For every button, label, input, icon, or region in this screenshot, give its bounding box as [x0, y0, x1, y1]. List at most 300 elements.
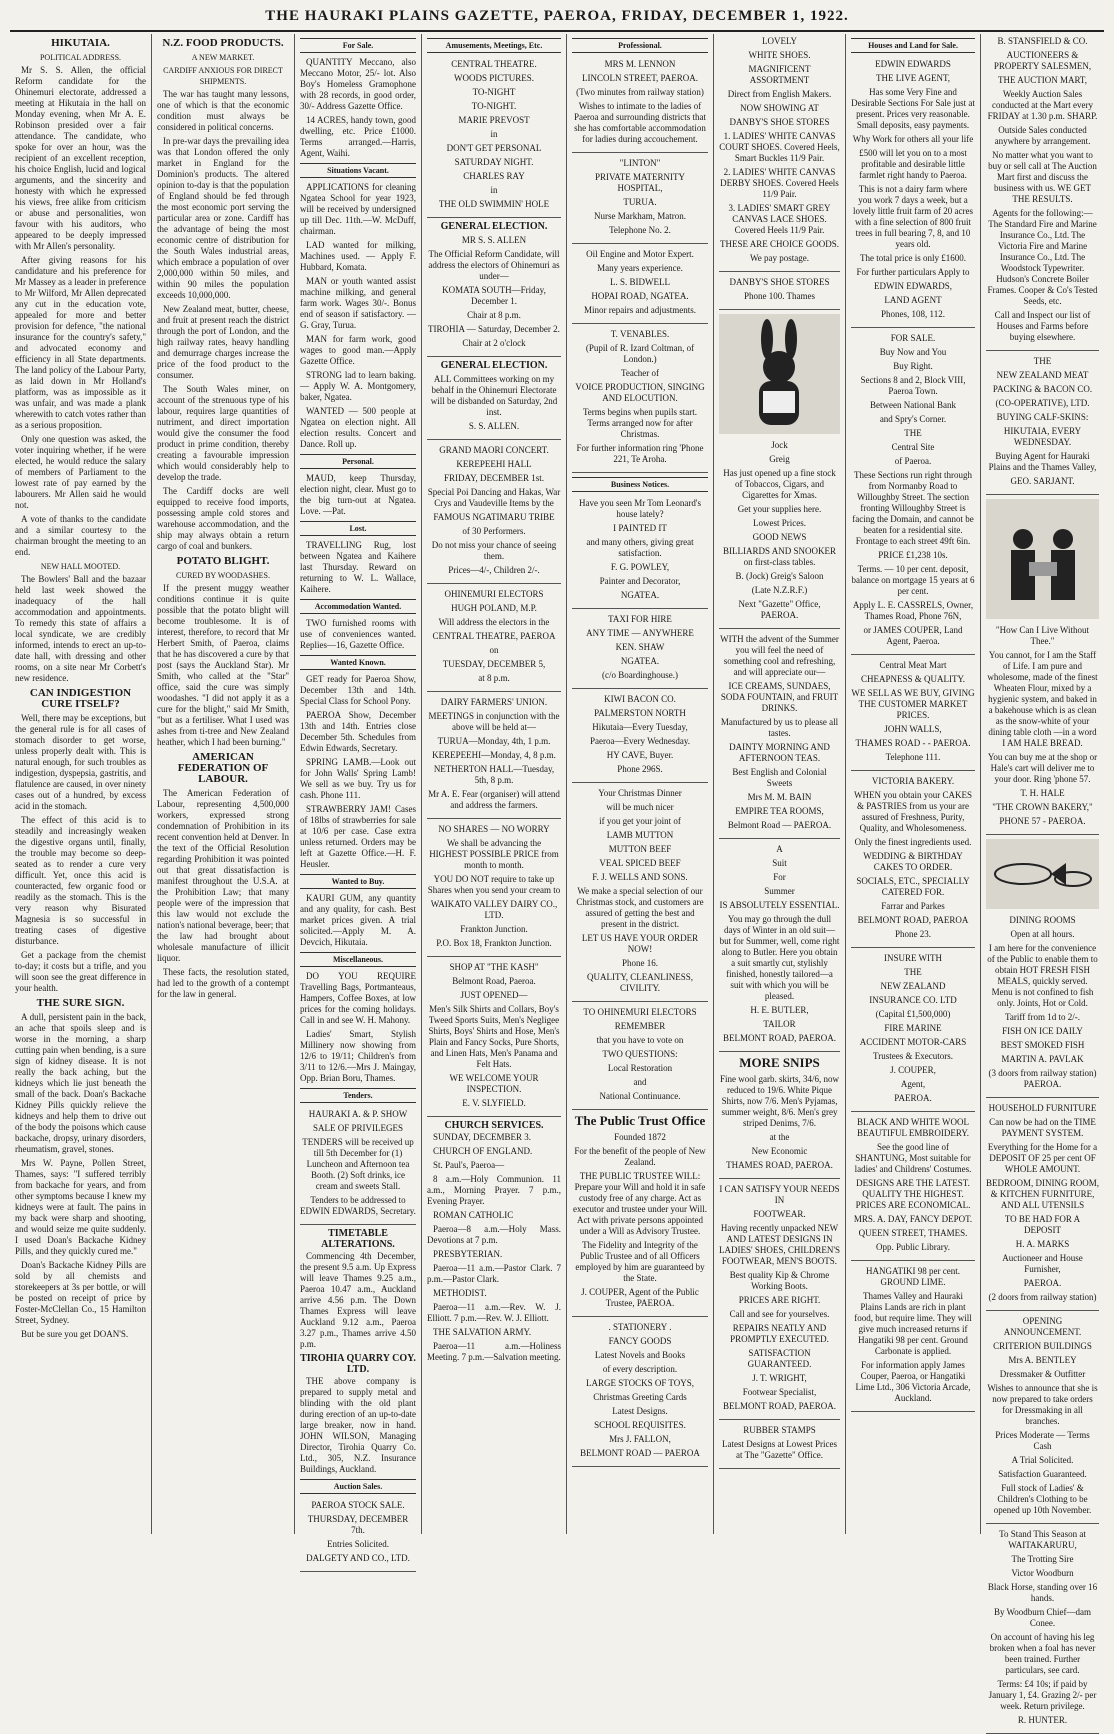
ad-christmas-dinner-line: F. J. WELLS AND SONS. — [592, 872, 688, 882]
ad-household-furniture-line: Can now be had on the TIME PAYMENT SYSTEM. — [989, 1117, 1096, 1138]
ad-christmas-dinner-line: We make a special selection of our Christmas stock, and customers are assured of getting the best and present in the district. — [576, 886, 704, 929]
subhead-new-market: A NEW MARKET. — [191, 53, 255, 62]
ad-central-theatre-line: CHARLES RAY — [463, 171, 525, 181]
ad-nz-insurance-line: INSURE WITH — [883, 953, 943, 963]
ad-jock-greig-line: B. (Jock) Greig's Saloon — [735, 571, 824, 581]
ad-hale-bread-line: You cannot, for I am the Staff of Life. I am pure and wholesome, made of the finest Wheaten Flour, mixed by a hygienic system, and baked in a bakehouse which is as clean as the snow-white of your dining table cloth —in a word I AM HALE BREAD. — [987, 650, 1098, 748]
ad-nz-insurance-line: Agent, — [900, 1079, 926, 1089]
ad-victoria-bakery-line: SOCIALS, ETC., SPECIALLY CATERED FOR. — [856, 876, 970, 897]
ad-victoria-bakery-line: Phone 23. — [895, 929, 931, 939]
ad-footwear-line: BELMONT ROAD, PAEROA. — [722, 1401, 836, 1411]
ad-lennon-line: (Two minutes from railway station) — [576, 87, 704, 97]
ad-bentley-line: Full stock of Ladies' & Children's Clothing to be opened up 10th November. — [993, 1483, 1092, 1515]
ad-taxi-line: NGATEA. — [620, 656, 660, 666]
ad-white-shoes-line: 2. LADIES' WHITE CANVAS DERBY SHOES. Covered Heels 11/9 Pair. — [720, 167, 839, 199]
ads-situations-vacant-line: MAN or youth wanted assist machine milking, and general farm work. Wages 30/-. Bonus end of season if satisfactory. —G. Gray, Turua. — [300, 276, 416, 330]
rabbit-icon — [745, 319, 815, 429]
article-indigestion-line: The effect of this acid is to steadily and increasingly weaken the digestive organs until, finally, the trouble may become so deep-seated as to render a cure very difficult. Yet, once this acid is counteracted, few organic food or readily as the stomach. This is the very reason why Bisurated Magnesia is so successful in treating cases of digestive disturbance. — [15, 815, 146, 946]
ad-bentley-line: Satisfaction Guaranteed. — [998, 1469, 1087, 1479]
ad-venables — [572, 327, 708, 473]
ad-jock-greig-line: Lowest Prices. — [753, 518, 806, 528]
public-trust-title: The Public Trust Office — [574, 1113, 706, 1128]
ad-vote-line: that you have to vote on — [596, 1035, 684, 1045]
column-2 — [152, 34, 295, 1534]
ad-powley — [572, 496, 708, 609]
ads-situations-vacant-line: STRONG lad to learn baking.— Apply W. A. Montgomery, baker, Ngatea. — [300, 370, 416, 402]
ad-stansfield-line: Outside Sales conducted anywhere by arrangement. — [994, 125, 1091, 146]
ad-linton-line: "LINTON" — [619, 158, 661, 168]
ad-lennon-line: Wishes to intimate to the ladies of Paeroa and surrounding districts that she has comfortable accommodation for ladies during accouchement. — [574, 101, 706, 144]
bakers-illustration — [986, 499, 1099, 619]
ad-white-shoes-line: Direct from English Makers. — [727, 89, 832, 99]
ad-the-kash-line: Men's Silk Shirts and Collars, Boy's Tweed Sports Suits, Men's Negligee Shirts, Boys' Shirts and Hose, Men's Plain and Fancy Socks, Pure Shorts, and Linen Hats, Men's Panama and Felt Hats. — [428, 1004, 560, 1069]
ad-hale-bread — [986, 623, 1099, 835]
ad-vote-line: REMEMBER — [614, 1021, 666, 1031]
ad-venables-line: For further information ring 'Phone 221, Te Aroha. — [576, 443, 704, 464]
ad-linton-line: PRIVATE MATERNITY HOSPITAL, — [594, 172, 686, 193]
ad-edwin-edwards-line: £500 will let you on to a most profitable and desirable little farmlet right handy to Paeroa. — [859, 148, 967, 180]
ad-stansfield-line: B. STANSFIELD & CO. — [997, 36, 1088, 46]
church-services-line: THE SALVATION ARMY. — [433, 1327, 532, 1337]
ad-maori-concert-line: Prices—4/-, Children 2/-. — [448, 565, 540, 575]
column-6 — [714, 34, 846, 1534]
ad-central-theatre-line: SATURDAY NIGHT. — [454, 157, 534, 167]
ad-rubber-stamps-line: RUBBER STAMPS — [743, 1425, 816, 1435]
article-potato-blight-line: If the present muggy weather conditions continue it is quite possible that the potato blight will become troublesome. It is of interest, therefore, to record that Mr Herbert Smith, of Paeroa, claims that he has discovered a cure by that post (says the Auckland Star). Mr Smith, who called at the "Star" office, said the cure was simply woodashes. "I did not apply it as a cure for the blight," said Mr Smith, "but as a fertiliser. What I used was ashes from ti-tree and New Zealand heather, which I had been burning." — [157, 583, 289, 747]
ad-for-sale-central-site-line: Terms. — 10 per cent. deposit, balance on mortgage 15 years at 6 per cent. — [851, 564, 975, 596]
article-new-hall-line: The Bowlers' Ball and the bazaar held last week showed the inadequacy of the hall accommodation and appointments. To remedy this state of affairs a local syndicate, we are credibly informed, intends to erect an up-to-date hall, with dressing and other rooms, on a site near Mr Corbett's new residence. — [15, 574, 146, 683]
ad-dairy-farmers — [427, 695, 561, 819]
ad-central-meat-mart-line: Central Meat Mart — [879, 660, 947, 670]
ad-stationery-line: Christmas Greeting Cards — [593, 1392, 687, 1402]
ad-footwear-line: FOOTWEAR. — [753, 1209, 806, 1219]
ad-maori-concert-line: GRAND MAORI CONCERT. — [439, 445, 549, 455]
ad-central-theatre-line: MARIE PREVOST — [458, 115, 530, 125]
ad-christmas-dinner-line: QUALITY, CLEANLINESS, CIVILITY. — [586, 972, 694, 993]
ad-nz-insurance-line: INSURANCE CO. LTD — [869, 995, 957, 1005]
ad-christmas-dinner-line: MUTTON BEEF — [608, 844, 672, 854]
ad-oil-engine — [572, 247, 708, 324]
ad-footwear-line: Footwear Specialist, — [742, 1387, 817, 1397]
ad-vote-line: and — [633, 1077, 647, 1087]
ad-household-furniture-line: HOUSEHOLD FURNITURE — [988, 1103, 1097, 1113]
ad-for-sale-central-site — [851, 331, 975, 655]
ad-victor-woodburn-line: On account of having his leg broken when a foal has never been trained. Further particulars, see card. — [989, 1632, 1096, 1675]
ad-central-meat-mart-line: THAMES ROAD - - PAEROA. — [855, 738, 971, 748]
ad-election-allen-line: MR S. S. ALLEN — [461, 235, 527, 245]
ad-butler-suit-line: You may go through the dull days of Winter in an old suit—but for Summer, well, come right along to Butler. Here you obtain a suit smartly cut, stylishly finished, honestly tailored—a suit with which you will be pleased. — [719, 914, 840, 1001]
ad-white-shoes-line: MAGNIFICENT ASSORTMENT — [748, 64, 811, 85]
ad-lennon-line: LINCOLN STREET, PAEROA. — [581, 73, 698, 83]
ad-edwin-edwards-line: LAND AGENT — [884, 295, 942, 305]
church-services-line: ROMAN CATHOLIC — [433, 1210, 514, 1220]
ad-jock-greig-line: Has just opened up a fine stock of Tobaccos, Cigars, and Cigarettes for Xmas. — [723, 468, 836, 500]
ad-waikato-dairy-line: We shall be advancing the HIGHEST POSSIBLE PRICE from month to month. — [429, 838, 559, 870]
ad-bain-line: WITH the advent of the Summer you will feel the need of something cool and refreshing, and will appreciate our— — [720, 634, 839, 677]
ad-public-trust-line: J. COUPER, Agent of the Public Trustee, PAEROA. — [581, 1287, 699, 1308]
ad-waikato-dairy-line: YOU DO NOT require to take up Shares when you send your cream to — [427, 874, 561, 895]
ad-taxi-line: (c/o Boardinghouse.) — [602, 670, 678, 680]
church-services-line: PRESBYTERIAN. — [433, 1249, 503, 1259]
ad-victoria-bakery-line: Farrar and Parkes — [881, 901, 945, 911]
ad-embroidery — [851, 1115, 975, 1261]
column-1 — [10, 34, 152, 1534]
ad-embroidery-line: See the good line of SHANTUNG, Most suitable for ladies' and Childrens' Costumes. — [854, 1142, 972, 1174]
ad-stationery-line: . STATIONERY . — [608, 1322, 672, 1332]
ad-the-kash-line: Belmont Road, Paeroa. — [452, 976, 536, 986]
ad-stock-sale — [300, 1498, 416, 1572]
ad-stansfield-line: AUCTIONEERS & PROPERTY SALESMEN, — [993, 50, 1092, 71]
headline-american-labour: AMERICAN FEDERATION OF LABOUR. — [177, 751, 269, 785]
ad-committees-line: ALL Committees working on my behalf in the Ohinemuri Electorate will be disbanded on Saturday, 2nd inst. — [430, 374, 558, 417]
section-situations-vacant: Situations Vacant. — [300, 163, 416, 178]
election2-title: GENERAL ELECTION. — [440, 360, 548, 371]
ad-public-trust-line: For the benefit of the people of New Zealand. — [574, 1146, 706, 1167]
church-services-line: SUNDAY, DECEMBER 3. — [433, 1132, 532, 1142]
ad-bain-line: Manufactured by us to please all tastes. — [720, 717, 839, 738]
ad-venables-line: Terms begins when pupils start. Terms arranged now for after Christmas. — [582, 407, 698, 439]
fish-illustration — [986, 839, 1099, 909]
ad-jock-greig-line: Jock — [771, 440, 788, 450]
ad-household-furniture-line: Auctioneer and House Furnisher, — [1002, 1253, 1083, 1274]
ad-victor-woodburn-line: By Woodburn Chief—dam Conee. — [993, 1607, 1092, 1628]
ad-public-trust — [572, 1130, 708, 1317]
ad-linton-line: Nurse Markham, Matron. — [594, 211, 686, 221]
ad-victoria-bakery-line: Only the finest ingredients used. — [854, 837, 972, 847]
ad-bain-line: ICE CREAMS, SUNDAES, SODA FOUNTAIN, and FRUIT DRINKS. — [720, 681, 839, 713]
ad-embroidery-line: BLACK AND WHITE WOOL BEAUTIFUL EMBROIDERY. — [856, 1117, 969, 1138]
ad-maori-concert-line: FRIDAY, DECEMBER 1st. — [443, 473, 545, 483]
ad-nz-meat-line: NEW ZEALAND MEAT — [996, 370, 1089, 380]
ad-powley-line: and many others, giving great satisfaction. — [586, 537, 694, 558]
ad-butler-suit-line: IS ABSOLUTELY ESSENTIAL. — [719, 900, 840, 910]
ad-victor-woodburn — [986, 1527, 1099, 1734]
ad-jock-greig-line: GOOD NEWS — [752, 532, 807, 542]
ad-footwear — [719, 1182, 840, 1420]
ad-victoria-bakery — [851, 774, 975, 948]
ad-dairy-farmers-line: TURUA—Monday, 4th, 1 p.m. — [437, 736, 551, 746]
ad-bentley-line: Prices Moderate — Terms Cash — [995, 1430, 1090, 1451]
ad-hale-bread-line: PHONE 57 - PAEROA. — [999, 816, 1086, 826]
ad-nz-meat-line: GEO. SARJANT. — [1010, 476, 1075, 486]
ads-situations-vacant-line: WANTED — 500 people at Ngatea on election night. All election results. Concert and Dance. Roll up. — [300, 406, 416, 449]
article-food-products — [157, 89, 289, 552]
section-tenders: Tenders. — [300, 1088, 416, 1103]
ad-tenders-line: HAURAKI A. & P. SHOW — [308, 1109, 408, 1119]
ads-situations-vacant-line: LAD wanted for milking, Machines used. — Apply F. Hubbard, Komata. — [300, 240, 416, 272]
article-food-products-line: The Cardiff docks are well equipped to receive food imports, possessing ample cold stores and warehouse accommodation, and the ship may always obtain a return cargo of coal and bunkers. — [157, 486, 289, 551]
ad-victoria-bakery-line: BELMONT ROAD, PAEROA — [857, 915, 969, 925]
ad-venables-line: VOICE PRODUCTION, SINGING AND ELOCUTION. — [575, 382, 705, 403]
ad-household-furniture-line: BEDROOM, DINING ROOM, & KITCHEN FURNITURE, AND ALL UTENSILS — [986, 1178, 1100, 1210]
ad-taxi — [572, 612, 708, 689]
ad-footwear-line: Having recently unpacked NEW AND LATEST DESIGNS IN LADIES' SHOES, CHILDREN'S FOOTWEAR, MEN'S BOOTS. — [719, 1223, 840, 1266]
headline-food-products: N.Z. FOOD PRODUCTS. — [162, 37, 284, 49]
ad-white-shoes-line: LOVELY — [761, 36, 798, 46]
ad-tenders-line: SALE OF PRIVILEGES — [312, 1123, 403, 1133]
ad-hale-bread-line: T. H. HALE — [1020, 788, 1065, 798]
ad-central-meat-mart-line: CHEAPNESS & QUALITY. — [860, 674, 966, 684]
section-miscellaneous: Miscellaneous. — [300, 952, 416, 967]
ads-miscellaneous-line: DO YOU REQUIRE Travelling Bags, Portmanteaus, Hampers, Coffee Boxes, at low prices for the coming holidays. Call in and see W. H. Mahony. — [300, 971, 416, 1025]
headline-potato-blight: POTATO BLIGHT. — [176, 555, 270, 567]
ad-edwin-edwards-line: This is not a dairy farm where you work 7 days a week, but a lovely little fruit farm of 20 acres with a fine selection of 800 fruit trees in full bearing 7, 8, and 10 years old. — [853, 184, 973, 249]
section-for-sale: For Sale. — [300, 38, 416, 53]
ad-nz-insurance-line: (Capital £1,500,000) — [875, 1009, 951, 1019]
article-american-labour — [157, 788, 289, 1000]
church-services — [427, 1132, 561, 1363]
ad-linton — [572, 156, 708, 244]
ad-maori-concert-line: KEREPEEHI HALL — [456, 459, 532, 469]
ad-nz-meat-line: PACKING & BACON CO. — [992, 384, 1093, 394]
newspaper-columns — [10, 34, 1104, 1725]
ad-nz-insurance-line: Trustees & Executors. — [873, 1051, 953, 1061]
ad-bentley-line: OPENING ANNOUNCEMENT. — [1003, 1316, 1082, 1337]
ad-edwin-edwards-line: EDWIN EDWARDS — [875, 59, 951, 69]
ad-powley-line: F. G. POWLEY, — [610, 562, 670, 572]
ad-kiwi-bacon-line: PALMERSTON NORTH — [594, 708, 686, 718]
ad-maori-concert-line: Special Poi Dancing and Hakas, War Crys and Vaudeville Items by the — [427, 487, 561, 508]
more-snips-title: MORE SNIPS — [739, 1055, 820, 1070]
ad-christmas-dinner-line: LET US HAVE YOUR ORDER NOW! — [581, 933, 699, 954]
ad-rubber-stamps-line: Latest Designs at Lowest Prices at The "Gazette" Office. — [722, 1439, 837, 1460]
church-services-line: Paeroa—11 a.m.—Rev. W. J. Elliott. 7 p.m.—Rev. W. J. Elliott. — [427, 1302, 561, 1323]
ad-christmas-dinner — [572, 786, 708, 1002]
ad-christmas-dinner-line: VEAL SPICED BEEF — [599, 858, 681, 868]
fish-icon — [988, 849, 1098, 899]
ad-public-trust-line: THE PUBLIC TRUSTEE WILL: Prepare your Will and hold it in safe custody free of any charge. Act as executor and trustee under your Will. Act with private persons appointed under a Will as Advisory Trustee. — [573, 1171, 707, 1236]
ad-stationery-line: Mrs J. FALLON, — [609, 1434, 671, 1444]
ad-for-sale-central-site-line: Buy Right. — [893, 361, 933, 371]
ad-central-theatre-line: TO-NIGHT. — [471, 101, 517, 111]
ad-footwear-line: PRICES ARE RIGHT. — [738, 1295, 821, 1305]
ad-central-theatre-line: WOODS PICTURES. — [453, 73, 534, 83]
ad-stationery-line: Latest Designs. — [612, 1406, 668, 1416]
ad-bain-line: Best English and Colonial Sweets — [732, 767, 827, 788]
ad-tenders — [300, 1107, 416, 1225]
article-hikutaia-line: A vote of thanks to the candidate and a similar courtesy to the chairman brought the meeting to an end. — [15, 514, 146, 557]
ad-for-sale-central-site-line: of Paeroa. — [894, 456, 932, 466]
ad-vote-line: National Continuance. — [599, 1091, 681, 1101]
ad-kiwi-bacon — [572, 692, 708, 783]
ad-vote-line: TWO QUESTIONS: — [602, 1049, 678, 1059]
article-indigestion-line: Get a package from the chemist to-day; it costs but a trifle, and you will soon see the great difference in your health. — [15, 950, 146, 993]
ad-hale-bread-line: "How Can I Live Without Thee." — [995, 625, 1090, 646]
article-sure-sign — [15, 1012, 146, 1340]
ad-white-shoes-line: We pay postage. — [749, 253, 809, 263]
ad-victoria-bakery-line: WEDDING & BIRTHDAY CAKES TO ORDER. — [863, 851, 963, 872]
ads-wanted-known — [300, 674, 416, 870]
ad-kiwi-bacon-line: Hikutaia—Every Tuesday, — [592, 722, 688, 732]
ad-household-furniture-line: H. A. MARKS — [1015, 1239, 1070, 1249]
ad-lennon-line: MRS M. LENNON — [604, 59, 676, 69]
ad-stationery-line: FANCY GOODS — [608, 1336, 672, 1346]
ad-central-meat-mart-line: Telephone 111. — [885, 752, 941, 762]
ad-hale-bread-line: You can buy me at the shop or Hale's cart will deliver me to your door. Ring 'phone 57. — [987, 752, 1098, 784]
section-amusements: Amusements, Meetings, Etc. — [427, 38, 561, 53]
masthead-rule — [10, 30, 1104, 32]
ad-jock-greig-line: BILLIARDS AND SNOOKER on first-class tables. — [722, 546, 836, 567]
ad-ohinemuri-electors-line: TUESDAY, DECEMBER 5, — [442, 659, 546, 669]
ad-white-shoes-line: THESE ARE CHOICE GOODS. — [719, 239, 839, 249]
ad-committees-line: S. S. ALLEN. — [468, 421, 520, 431]
ad-public-trust-line: Founded 1872 — [614, 1132, 666, 1142]
timetable-title: TIMETABLE ALTERATIONS. — [321, 1228, 395, 1250]
ad-footwear-line: Call and see for yourselves. — [729, 1309, 830, 1319]
ad-edwin-edwards-line: Why Work for others all your life — [852, 134, 974, 144]
ad-stationery-line: LARGE STOCKS OF TOYS, — [585, 1378, 695, 1388]
article-food-products-line: The war has taught many lessons, one of which is that the economic condition must always be considered in political concerns. — [157, 89, 289, 132]
ad-oil-engine-line: Oil Engine and Motor Expert. — [586, 249, 694, 259]
article-potato-blight — [157, 583, 289, 748]
article-hikutaia-line: Only one question was asked, the voter inquiring whether, if he were elected, he would reduce the salary of members of Parliament to the lowest rate of pay earned by the labourers. Mr Allen said he would not. — [15, 434, 146, 510]
ad-edwin-edwards-line: Has some Very Fine and Desirable Sections For Sale just at present. Prices very reasonable. Small deposits, easy payments. — [851, 87, 975, 130]
column-8 — [981, 34, 1104, 1725]
ad-central-theatre — [427, 57, 561, 218]
ad-tenders-line: TENDERS will be received up till 5th December for (1) Luncheon and Afternoon tea Booth. (2) Soft drinks, ice cream and sweets Stall. — [302, 1137, 414, 1191]
ad-stansfield — [986, 34, 1099, 351]
ad-kiwi-bacon-line: Paeroa—Every Wednesday. — [590, 736, 690, 746]
article-food-products-line: In pre-war days the prevailing idea was that London offered the only market in England for the Dominion's products. The altered opinion to-day is that the population of England should be fed through the most economic port serving the particular area or zone. Cardiff has the advantage of being the most economic centre of distribution for the South Wales industrial areas, which embrace a population of over 2,000,000 within 50 miles, and within 90 miles the population exceeds 10,000,000. — [157, 136, 289, 300]
subhead-woodashes: CURED BY WOODASHES. — [175, 571, 270, 580]
ad-nz-insurance-line: FIRE MARINE — [884, 1023, 942, 1033]
article-indigestion — [15, 713, 146, 994]
ad-central-theatre-line: TO-NIGHT — [472, 87, 516, 97]
ad-christmas-dinner-line: if you get your joint of — [599, 816, 681, 826]
subhead-political: POLITICAL ADDRESS. — [39, 53, 122, 62]
ad-for-sale-central-site-line: These Sections run right through from Normanby Road to Willoughby Street. The section fronting Willoughby Street is facing the Domain, and cannot be beaten for a residential site. Frontage to each street 49ft 6in. — [852, 470, 974, 546]
ad-nz-insurance-line: J. COUPER, — [890, 1065, 936, 1075]
ad-stansfield-line: No matter what you want to buy or sell call at The Auction Mart first and discuss the business with us. WE GET THE RESULTS. — [988, 150, 1097, 204]
section-personal: Personal. — [300, 454, 416, 469]
ad-stock-sale-line: Entries Solicited. — [327, 1539, 389, 1549]
ad-maori-concert-line: of 30 Performers. — [462, 526, 526, 536]
ad-embroidery-line: Opp. Public Library. — [876, 1242, 950, 1252]
ad-personal: MAUD, keep Thursday, election night, clear. Must go to the big turn-out at Ngatea. Love. —Pat. — [300, 473, 416, 516]
ad-edwin-edwards-line: THE LIVE AGENT, — [875, 73, 951, 83]
ad-nz-meat — [986, 354, 1099, 495]
ad-the-kash-line: SHOP AT "THE KASH" — [449, 962, 539, 972]
section-business: Business Notices. — [572, 477, 708, 492]
ad-nz-insurance — [851, 951, 975, 1112]
ad-household-furniture-line: TO BE HAD FOR A DEPOSIT — [1004, 1214, 1081, 1235]
ad-jock-greig-line: Greig — [769, 454, 790, 464]
ad-powley-line: Painter and Decorator, — [599, 576, 681, 586]
ad-butler-suit-line: Summer — [764, 886, 795, 896]
ad-oil-engine-line: Minor repairs and adjustments. — [584, 305, 696, 315]
article-food-products-line: New Zealand meat, butter, cheese, and fruit at present reach the district through the port of London, and the high railway rates, heavy handling and demurrage charges increase the price of the food product to the consumer. — [157, 304, 289, 380]
ad-nz-meat-line: BUYING CALF-SKINS: — [996, 412, 1089, 422]
ad-central-theatre-line: in — [490, 129, 498, 139]
ad-maori-concert — [427, 443, 561, 584]
ad-stock-sale-line: DALGETY AND CO., LTD. — [306, 1553, 410, 1563]
ad-central-theatre-line: DON'T GET PERSONAL — [446, 143, 542, 153]
ad-dining-rooms-line: Tariff from 1d to 2/-. — [1005, 1012, 1080, 1022]
article-american-labour-line: The American Federation of Labour, representing 4,500,000 workers, expressed strong condemnation of Prohibition in its recent convention held at Denver. In the text of the Official Resolution regarding Prohibition it was pointed out that great dissatisfaction is manifest throughout the U.S.A. at the Prohibition Law; that many people were of the impression that this law would not exclude the nation's national beverage, beer; that the law had brought about wholesale manufacture of illicit liquor. — [157, 788, 289, 963]
ad-central-meat-mart — [851, 658, 975, 771]
ad-central-meat-mart-line: JOHN WALLS, — [884, 724, 942, 734]
ad-kiwi-bacon-line: HY CAVE, Buyer. — [606, 750, 674, 760]
church-services-line: METHODIST. — [433, 1288, 487, 1298]
ad-jock-greig-line: (Late N.Z.R.F.) — [751, 585, 808, 595]
ad-ohinemuri-electors-line: Will address the electors in the — [438, 617, 550, 627]
ad-waikato-dairy-line: P.O. Box 18, Frankton Junction. — [436, 938, 552, 948]
column-5 — [567, 34, 714, 1534]
ads-for-sale-line: QUANTITY Meccano, also Meccano Motor, 25/- lot. Also Boy's Homeless Gramophone with 28 records, in good order, 30/- Address Gazette Office. — [300, 57, 416, 111]
ad-taxi-line: KEN. SHAW — [615, 642, 665, 652]
ad-stationery-line: SCHOOL REQUISITES. — [594, 1420, 686, 1430]
ad-election-allen-line: TIROHIA — Saturday, December 2. — [428, 324, 560, 334]
ad-lost: TRAVELLING Rug, lost between Ngatea and Kaihere last Thursday. Reward on returning to W. L. Wallace, Kaihere. — [300, 540, 416, 594]
ad-maori-concert-line: FAMOUS NGATIMARU TRIBE — [433, 512, 555, 522]
column-7 — [846, 34, 981, 1534]
ad-nz-insurance-line: PAEROA. — [894, 1093, 932, 1103]
ad-dairy-farmers-line: KEREPEEHI—Monday, 4, 8 p.m. — [432, 750, 556, 760]
ad-christmas-dinner-line: Your Christmas Dinner — [598, 788, 682, 798]
ad-nz-meat-line: HIKUTAIA, EVERY WEDNESDAY. — [1003, 426, 1082, 447]
section-lost: Lost. — [300, 521, 416, 536]
section-professional: Professional. — [572, 38, 708, 53]
ad-christmas-dinner-line: will be much nicer — [606, 802, 674, 812]
ad-footwear-line: I CAN SATISFY YOUR NEEDS IN — [719, 1184, 840, 1205]
quarry-title: TIROHIA QUARRY COY. LTD. — [300, 1353, 416, 1375]
ads-wanted-known-line: SPRING LAMB.—Look out for John Walls' Spring Lamb! We sell as we buy. Try us for cash. Phone 111. — [300, 757, 416, 800]
ad-public-trust-line: The Fidelity and Integrity of the Public Trustee and of all Officers employed by him are guaranteed by the State. — [575, 1240, 705, 1283]
ad-waikato-dairy-line: NO SHARES — NO WORRY — [438, 824, 550, 834]
ad-central-theatre-line: CENTRAL THEATRE. — [451, 59, 537, 69]
ad-dairy-farmers-line: Mr A. E. Fear (organiser) will attend and address the farmers. — [428, 789, 560, 810]
ad-bentley — [986, 1314, 1099, 1524]
ads-miscellaneous-line: Ladies' Smart, Stylish Millinery now showing from 12/6 to 19/11; Children's from 3/11 to 12/6.—Mrs J. Maingay, Opp. Brian Boru, Thames. — [300, 1029, 416, 1083]
ad-rubber-stamps — [719, 1423, 840, 1469]
ad-for-sale-central-site-line: Sections 8 and 2, Block VIII, Paeroa Town. — [860, 375, 966, 396]
ad-jock-greig-line: Get your supplies here. — [737, 504, 822, 514]
article-indigestion-line: Well, there may be exceptions, but the general rule is for all cases of stomach disorder to get worse, unless properly dealt with. This is natural enough, for such troubles as indigestion, dyspepsia, gastritis, and flatulence are caused, in over ninety cases out of a hundred, by excess acid in the stomach. — [15, 713, 146, 811]
ad-butler-suit-line: A — [776, 844, 783, 854]
church-services-line: Paeroa—11 a.m.—Pastor Clark. 7 p.m.—Pastor Clark. — [427, 1263, 561, 1284]
ad-dining-rooms-line: MARTIN A. PAVLAK — [1001, 1054, 1084, 1064]
ad-victoria-bakery-line: WHEN you obtain your CAKES & PASTRIES from us your are assured of Freshness, Purity, Quality, and Wholesomeness. — [854, 790, 972, 833]
ad-butler-suit-line: For — [773, 872, 786, 882]
ad-edwin-edwards-line: EDWIN EDWARDS, — [874, 281, 952, 291]
ad-dining-rooms-line: Open at all hours. — [1010, 929, 1075, 939]
section-wanted-to-buy: Wanted to Buy. — [300, 874, 416, 889]
ad-butler-suit-line: H. E. BUTLER, — [750, 1005, 809, 1015]
ad-nz-insurance-line: NEW ZEALAND — [880, 981, 946, 991]
ad-waikato-dairy-line: Frankton Junction. — [460, 924, 528, 934]
ad-butler-suit-line: TAILOR — [763, 1019, 796, 1029]
ad-more-snips-line: Fine wool garb. skirts, 34/6, now reduced to 19/6. White Pique Shirts, now 7/6. Men's Pyjamas, summer weight, 8/6. Men's grey striped Denims, 7/6. — [720, 1074, 839, 1128]
ads-wanted-known-line: GET ready for Paeroa Show, December 13th and 14th. Special Class for School Pony. — [300, 674, 416, 706]
ad-waikato-dairy — [427, 822, 561, 957]
ad-oil-engine-line: HOPAI ROAD, NGATEA. — [591, 291, 689, 301]
election-title: GENERAL ELECTION. — [440, 221, 548, 232]
ad-more-snips-line: at the — [769, 1132, 790, 1142]
ad-christmas-dinner-line: Phone 16. — [622, 958, 658, 968]
ad-household-furniture — [986, 1101, 1099, 1311]
ad-central-theatre-line: THE OLD SWIMMIN' HOLE — [438, 199, 550, 209]
ad-bain-line: Belmont Road — PAEROA. — [727, 820, 832, 830]
ad-stansfield-line: Weekly Auction Sales conducted at the Mart every FRIDAY at 1.30 p.m. SHARP. — [987, 89, 1098, 121]
ad-nz-meat-line: (CO-OPERATIVE), LTD. — [995, 398, 1090, 408]
ad-dining-rooms-line: DINING ROOMS — [1009, 915, 1076, 925]
ad-stansfield-line: THE AUCTION MART, — [997, 75, 1088, 85]
article-new-hall — [15, 574, 146, 684]
ad-more-snips — [719, 1072, 840, 1179]
ads-situations-vacant-line: MAN for farm work, good wages to good man.—Apply Gazette Office. — [300, 334, 416, 366]
ad-dining-rooms — [986, 913, 1099, 1098]
ad-kiwi-bacon-line: KIWI BACON CO. — [604, 694, 676, 704]
